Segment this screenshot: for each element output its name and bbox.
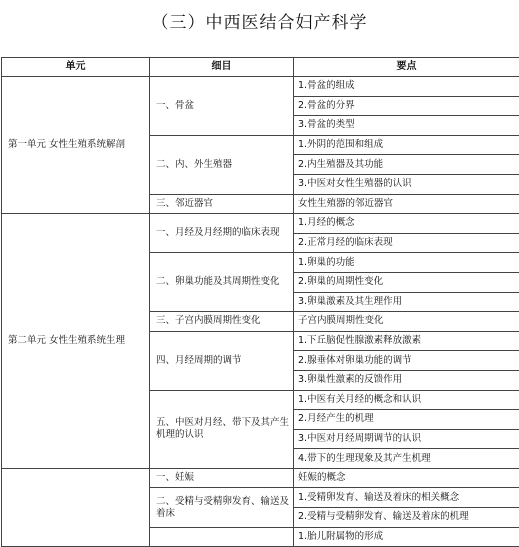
- point-cell: 2.内生殖器及其功能: [294, 155, 519, 175]
- item-cell: 二、内、外生殖器: [150, 135, 294, 194]
- point-cell: 2.腺垂体对卵巢功能的调节: [294, 351, 519, 371]
- item-cell: 二、卵巢功能及其周期性变化: [150, 253, 294, 312]
- point-cell: 1.下丘脑促性腺激素释放激素: [294, 331, 519, 351]
- syllabus-table: [1, 57, 519, 547]
- unit-cell: 第一单元 女性生殖系统解剖: [2, 77, 150, 214]
- point-cell: 女性生殖器的邻近器官: [294, 194, 519, 214]
- point-cell: 2.受精与受精卵发育、输送及着床的机理: [294, 508, 519, 528]
- header-unit: 单元: [2, 58, 150, 77]
- point-cell: 3.骨盆的类型: [294, 116, 519, 136]
- table-row: [2, 468, 519, 488]
- point-cell: 妊娠的概念: [294, 468, 519, 488]
- table-row: [2, 77, 519, 97]
- point-cell: 2.卵巢的周期性变化: [294, 272, 519, 292]
- point-cell: 2.骨盆的分界: [294, 96, 519, 116]
- point-cell: 4.带下的生理现象及其产生机理: [294, 449, 519, 469]
- table-body: [2, 77, 519, 547]
- point-cell: 1.中医有关月经的概念和认识: [294, 390, 519, 410]
- header-point: 要点: [294, 58, 519, 77]
- table-row: [2, 214, 519, 234]
- point-cell: 1.卵巢的功能: [294, 253, 519, 273]
- point-cell: 3.卵巢性激素的反馈作用: [294, 370, 519, 390]
- item-cell: 一、妊娠: [150, 468, 294, 488]
- unit-cell: [2, 468, 150, 546]
- item-cell: [150, 527, 294, 547]
- item-cell: 一、骨盆: [150, 77, 294, 136]
- point-cell: 1.受精卵发育、输送及着床的相关概念: [294, 488, 519, 508]
- item-cell: 一、月经及月经期的临床表现: [150, 214, 294, 253]
- item-cell: 三、子宫内膜周期性变化: [150, 312, 294, 332]
- item-cell: 五、中医对月经、带下及其产生机理的认识: [150, 390, 294, 468]
- unit-cell: 第二单元 女性生殖系统生理: [2, 214, 150, 469]
- point-cell: 2.月经产生的机理: [294, 410, 519, 430]
- item-cell: 四、月经周期的调节: [150, 331, 294, 390]
- point-cell: 1.月经的概念: [294, 214, 519, 234]
- point-cell: 1.胎儿附属物的形成: [294, 527, 519, 547]
- point-cell: 3.中医对月经周期调节的认识: [294, 429, 519, 449]
- table-header-row: [2, 58, 519, 77]
- point-cell: 2.正常月经的临床表现: [294, 233, 519, 253]
- point-cell: 3.卵巢激素及其生理作用: [294, 292, 519, 312]
- point-cell: 1.外阴的范围和组成: [294, 135, 519, 155]
- header-item: 细目: [150, 58, 294, 77]
- page-title: （三）中西医结合妇产科学: [0, 8, 519, 33]
- point-cell: 3.中医对女性生殖器的认识: [294, 174, 519, 194]
- item-cell: 二、受精与受精卵发育、输送及着床: [150, 488, 294, 527]
- point-cell: 1.骨盆的组成: [294, 77, 519, 97]
- item-cell: 三、邻近器官: [150, 194, 294, 214]
- point-cell: 子宫内膜周期性变化: [294, 312, 519, 332]
